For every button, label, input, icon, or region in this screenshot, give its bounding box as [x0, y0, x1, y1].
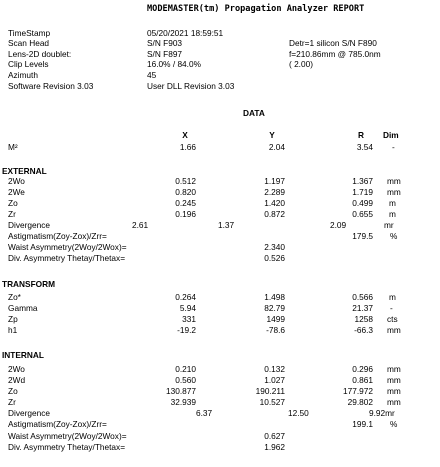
table-cell-r: 0.566 — [352, 292, 373, 302]
external-astigmatism-value: 179.5 — [352, 231, 373, 241]
table-cell-r: 0.655 — [352, 209, 373, 219]
table-row-label: Zo — [8, 198, 18, 208]
header-clip-label: Clip Levels — [8, 59, 49, 69]
table-cell-dim: mm — [387, 397, 401, 407]
table-cell-dim: mm — [387, 187, 401, 197]
column-header-dim: Dim — [383, 130, 399, 140]
table-cell-dim: m — [389, 209, 396, 219]
table-row-label: Zp — [8, 314, 18, 324]
table-cell-r: 21.37 — [352, 303, 373, 313]
report-title: MODEMASTER(tm) Propagation Analyzer REPORT — [147, 4, 365, 14]
internal-astigmatism-value: 199.1 — [352, 419, 373, 429]
external-divergence-label: Divergence — [8, 220, 50, 230]
internal-divergence-label: Divergence — [8, 408, 50, 418]
external-divergence-x: 2.61 — [132, 220, 149, 230]
external-divergence-dim: mr — [384, 220, 394, 230]
external-waist-asymmetry-value: 2.340 — [264, 242, 285, 252]
header-clip-ratio: ( 2.00) — [289, 59, 313, 69]
table-cell-x: -19.2 — [177, 325, 196, 335]
m2-label: M² — [8, 142, 18, 152]
column-header-x: X — [182, 130, 188, 140]
header-detector-info: Detr=1 silicon S/N F890 — [289, 38, 377, 48]
external-div-asymmetry-value: 0.526 — [264, 253, 285, 263]
table-row-label: Gamma — [8, 303, 38, 313]
data-heading: DATA — [243, 108, 265, 118]
table-cell-dim: - — [390, 303, 393, 313]
table-cell-x: 0.820 — [175, 187, 196, 197]
table-cell-r: 0.861 — [352, 375, 373, 385]
m2-y: 2.04 — [268, 142, 285, 152]
table-row-label: Zr — [8, 209, 16, 219]
header-clip-value: 16.0% / 84.0% — [147, 59, 201, 69]
table-cell-r: 0.499 — [352, 198, 373, 208]
table-cell-y: -78.6 — [266, 325, 285, 335]
table-cell-y: 1.420 — [264, 198, 285, 208]
internal-waist-asymmetry-value: 0.627 — [264, 431, 285, 441]
internal-divergence-r: 9.92mr — [369, 408, 395, 418]
table-cell-y: 10.527 — [259, 397, 285, 407]
header-lens-value: S/N F897 — [147, 49, 183, 59]
header-timestamp-label: TimeStamp — [8, 28, 51, 38]
m2-x: 1.66 — [179, 142, 196, 152]
table-row-label: 2Wo — [8, 364, 25, 374]
table-row-label: h1 — [8, 325, 18, 335]
table-cell-x: 130.877 — [166, 386, 196, 396]
table-cell-r: 1258 — [354, 314, 373, 324]
external-astigmatism-dim: % — [390, 231, 398, 241]
table-cell-x: 0.196 — [175, 209, 196, 219]
internal-div-asymmetry-value: 1.962 — [264, 442, 285, 452]
internal-div-asymmetry-label: Div. Asymmetry Thetay/Thetax= — [8, 442, 126, 452]
table-cell-x: 0.210 — [175, 364, 196, 374]
header-lens-label: Lens-2D doublet: — [8, 49, 72, 59]
table-cell-y: 1.498 — [264, 292, 285, 302]
column-header-y: Y — [269, 130, 275, 140]
table-cell-y: 1.027 — [264, 375, 285, 385]
header-dll-revision: User DLL Revision 3.03 — [147, 81, 235, 91]
table-cell-dim: mm — [387, 375, 401, 385]
table-cell-y: 1.197 — [264, 176, 285, 186]
header-timestamp-value: 05/20/2021 18:59:51 — [147, 28, 224, 38]
table-row-label: 2Wd — [8, 375, 26, 385]
table-cell-y: 190.211 — [255, 386, 285, 396]
table-cell-y: 82.79 — [264, 303, 285, 313]
table-cell-y: 1499 — [266, 314, 285, 324]
table-row-label: Zr — [8, 397, 16, 407]
header-software-revision: Software Revision 3.03 — [8, 81, 94, 91]
table-cell-x: 32.939 — [170, 397, 196, 407]
table-cell-dim: mm — [387, 325, 401, 335]
table-row-label: Zo* — [8, 292, 21, 302]
table-cell-x: 5.94 — [179, 303, 196, 313]
table-cell-y: 0.872 — [264, 209, 285, 219]
table-cell-dim: cts — [387, 314, 398, 324]
table-row-label: 2We — [8, 187, 25, 197]
internal-astigmatism-label: Astigmatism(Zoy-Zox)/Zrr= — [8, 419, 107, 429]
header-azimuth-value: 45 — [147, 70, 157, 80]
table-cell-dim: mm — [387, 386, 401, 396]
transform-heading: TRANSFORM — [2, 279, 56, 289]
header-scanhead-label: Scan Head — [8, 38, 50, 48]
table-cell-r: -66.3 — [354, 325, 373, 335]
external-divergence-y: 1.37 — [218, 220, 235, 230]
table-cell-x: 0.512 — [175, 176, 196, 186]
internal-astigmatism-dim: % — [390, 419, 398, 429]
table-cell-y: 2.289 — [264, 187, 285, 197]
internal-divergence-y: 12.50 — [288, 408, 309, 418]
header-azimuth-label: Azimuth — [8, 70, 38, 80]
table-cell-dim: m — [389, 292, 396, 302]
internal-waist-asymmetry-label: Waist Asymmetry(2Woy/2Wox)= — [8, 431, 127, 441]
table-cell-x: 331 — [182, 314, 196, 324]
table-cell-r: 0.296 — [352, 364, 373, 374]
header-scanhead-value: S/N F903 — [147, 38, 183, 48]
header-focal-info: f=210.86mm @ 785.0nm — [289, 49, 381, 59]
table-row-label: 2Wo — [8, 176, 25, 186]
table-row-label: Zo — [8, 386, 18, 396]
m2-r: 3.54 — [356, 142, 373, 152]
external-heading: EXTERNAL — [2, 166, 47, 176]
external-div-asymmetry-label: Div. Asymmetry Thetay/Thetax= — [8, 253, 126, 263]
m2-dim: - — [392, 142, 395, 152]
table-cell-r: 1.367 — [352, 176, 373, 186]
table-cell-dim: mm — [387, 364, 401, 374]
column-header-r: R — [358, 130, 364, 140]
table-cell-r: 1.719 — [352, 187, 373, 197]
table-cell-dim: mm — [387, 176, 401, 186]
table-cell-dim: m — [389, 198, 396, 208]
table-cell-x: 0.245 — [175, 198, 196, 208]
internal-heading: INTERNAL — [2, 350, 44, 360]
external-divergence-r: 2.09 — [330, 220, 347, 230]
table-cell-x: 0.560 — [175, 375, 196, 385]
external-waist-asymmetry-label: Waist Asymmetry(2Woy/2Wox)= — [8, 242, 127, 252]
table-cell-x: 0.264 — [175, 292, 196, 302]
table-cell-r: 29.802 — [347, 397, 373, 407]
table-cell-r: 177.972 — [343, 386, 373, 396]
table-cell-y: 0.132 — [264, 364, 285, 374]
external-astigmatism-label: Astigmatism(Zoy-Zox)/Zrr= — [8, 231, 107, 241]
internal-divergence-x: 6.37 — [196, 408, 213, 418]
